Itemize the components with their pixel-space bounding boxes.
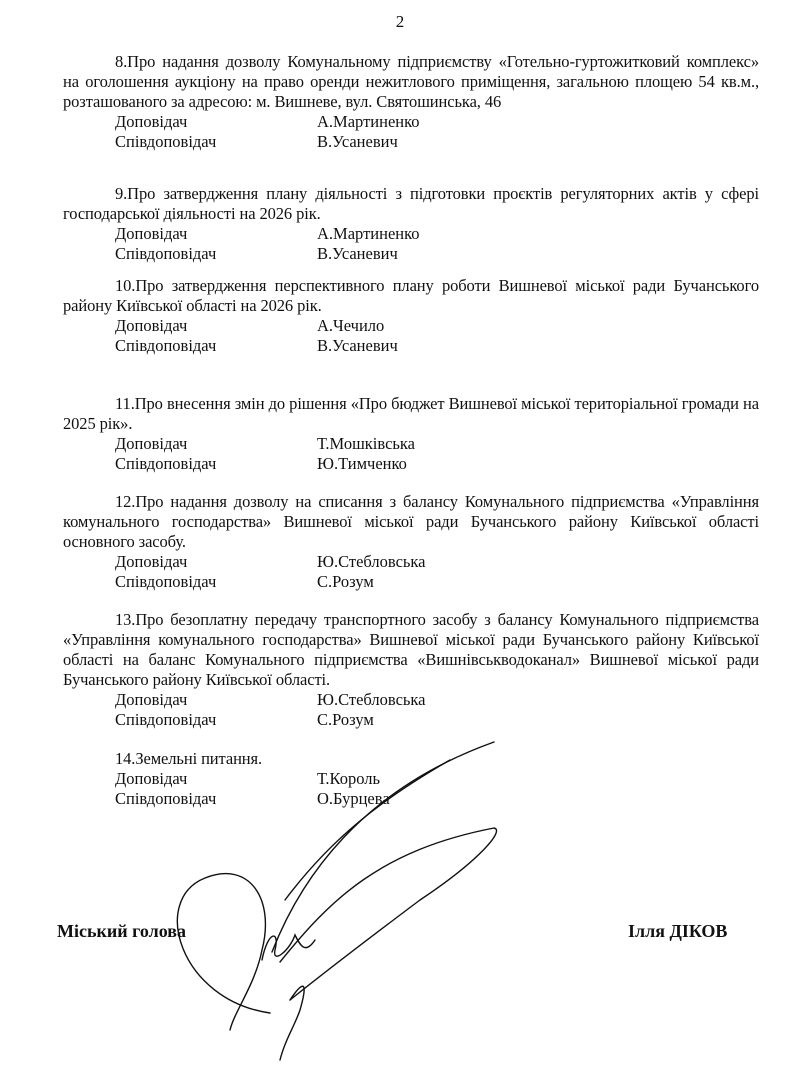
agenda-item-11: [63, 394, 759, 474]
page-number: 2: [395, 12, 405, 31]
agenda-item-text: 8.Про надання дозволу Комунальному підприємству «Готельно-гуртожитковий комплекс» на оголошення аукціону на право оренди нежитлового приміщення, загальною площею 54 кв.м., розташованого за адресою: м. Вишневе, вул. Святошинська, 46: [63, 52, 759, 111]
speaker-name: Т.Король: [317, 769, 381, 788]
speaker-name: Ю.Стебловська: [317, 552, 426, 571]
speaker-name: Ю.Стебловська: [317, 690, 426, 709]
speaker-label: Доповідач: [115, 316, 188, 335]
signature-tail: [280, 986, 304, 1060]
co-speaker-name: В.Усаневич: [317, 336, 398, 355]
signatory-name: Ілля ДІКОВ: [628, 921, 728, 941]
speaker-label: Доповідач: [115, 769, 188, 788]
co-speaker-row: [63, 572, 759, 592]
signature-loop: [177, 874, 270, 1030]
co-speaker-name: С.Розум: [317, 710, 374, 729]
agenda-item-text: 14.Земельні питання.: [115, 749, 263, 768]
agenda-item-9: [63, 184, 759, 264]
agenda-item-text: 9.Про затвердження плану діяльності з підготовки проєктів регуляторних актів у сфері господарської діяльності на 2026 рік.: [63, 184, 759, 223]
speaker-name: А.Чечило: [317, 316, 385, 335]
speaker-name: А.Мартиненко: [317, 112, 420, 131]
signatory-position: Міський голова: [57, 921, 186, 941]
speaker-row: [63, 552, 759, 572]
speaker-row: [63, 690, 759, 710]
co-speaker-name: Ю.Тимченко: [317, 454, 407, 473]
signature-scribble: [262, 935, 315, 960]
agenda-item-13: [63, 610, 759, 730]
co-speaker-name: С.Розум: [317, 572, 374, 591]
co-speaker-row: [63, 336, 759, 356]
speaker-name: А.Мартиненко: [317, 224, 420, 243]
speaker-label: Доповідач: [115, 552, 188, 571]
agenda-item-text: 10.Про затвердження перспективного плану роботи Вишневої міської ради Бучанського району Київської області на 2026 рік.: [63, 276, 759, 315]
co-speaker-label: Співдоповідач: [115, 244, 217, 263]
speaker-label: Доповідач: [115, 690, 188, 709]
agenda-item-8: [63, 52, 759, 152]
speaker-row: [63, 434, 759, 454]
agenda-item-text: 13.Про безоплатну передачу транспортного засобу з балансу Комунального підприємства «Управління комунального господарства» Вишневої міської ради Бучанського району Київської області на баланс Комунального підприємства «Вишнівськводоканал» Вишневої міської ради Бучанського району Київської області.: [63, 610, 759, 689]
agenda-item-14: [63, 749, 759, 809]
agenda-item-text: 12.Про надання дозволу на списання з балансу Комунального підприємства «Управління комунального господарства» Вишневої міської ради Бучанського району Київської області основного засобу.: [63, 492, 759, 551]
speaker-label: Доповідач: [115, 434, 188, 453]
signature-stroke-loop2: [280, 828, 497, 1000]
co-speaker-label: Співдоповідач: [115, 454, 217, 473]
co-speaker-row: [63, 132, 759, 152]
co-speaker-label: Співдоповідач: [115, 572, 217, 591]
co-speaker-label: Співдоповідач: [115, 132, 217, 151]
speaker-label: Доповідач: [115, 224, 188, 243]
speaker-label: Доповідач: [115, 112, 188, 131]
co-speaker-name: О.Бурцева: [317, 789, 390, 808]
speaker-row: [63, 224, 759, 244]
co-speaker-label: Співдоповідач: [115, 789, 217, 808]
co-speaker-label: Співдоповідач: [115, 710, 217, 729]
co-speaker-row: [63, 244, 759, 264]
co-speaker-name: В.Усаневич: [317, 244, 398, 263]
co-speaker-row: [63, 789, 759, 809]
agenda-item-10: [63, 276, 759, 356]
agenda-item-12: [63, 492, 759, 592]
co-speaker-row: [63, 710, 759, 730]
co-speaker-label: Співдоповідач: [115, 336, 217, 355]
co-speaker-row: [63, 454, 759, 474]
co-speaker-name: В.Усаневич: [317, 132, 398, 151]
agenda-item-text: 11.Про внесення змін до рішення «Про бюджет Вишневої міської територіальної громади на 2025 рік».: [63, 394, 759, 433]
speaker-row: [63, 316, 759, 336]
speaker-name: Т.Мошківська: [317, 434, 416, 453]
speaker-row: [63, 112, 759, 132]
speaker-row: [63, 769, 759, 789]
